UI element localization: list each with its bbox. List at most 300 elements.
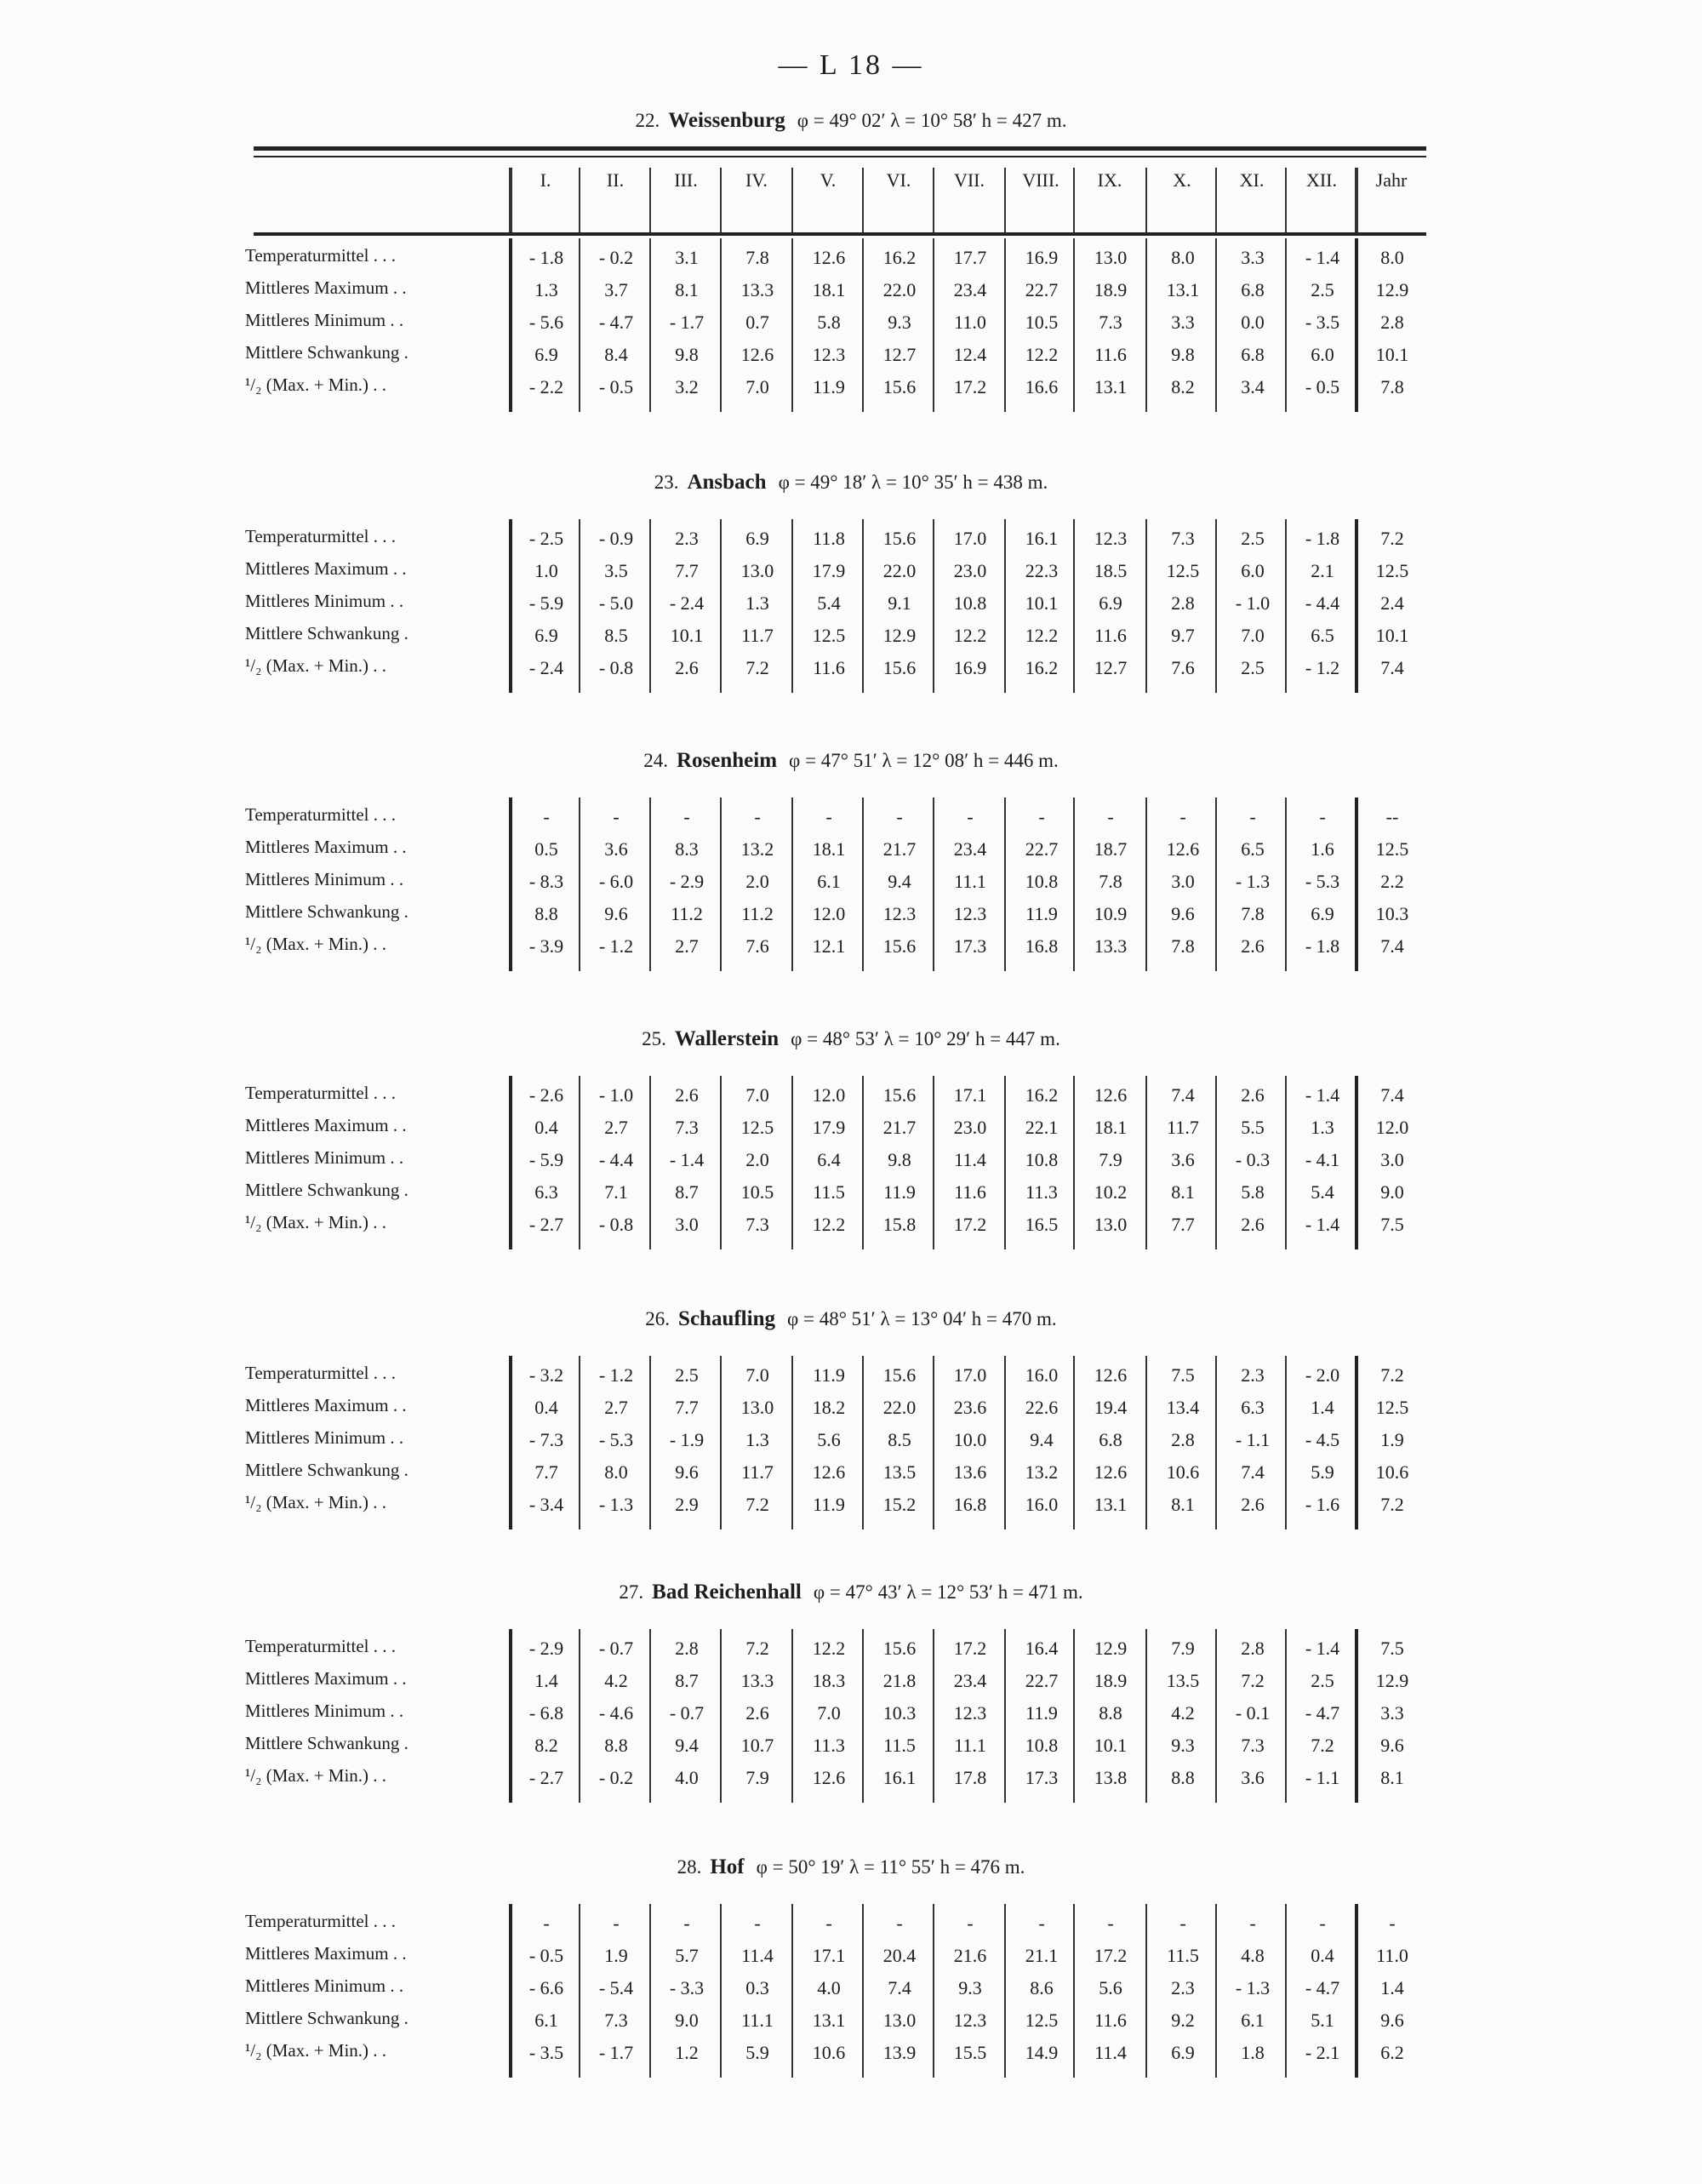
table-cell: 17.3 <box>953 935 987 957</box>
column-header: Jahr <box>1375 169 1408 191</box>
column-divider <box>862 1904 864 2078</box>
table-row <box>0 2040 1702 2072</box>
page-header: — L 18 — <box>778 49 924 81</box>
column-divider <box>1215 168 1217 236</box>
table-cell: 22.7 <box>1025 279 1059 300</box>
table-cell: - 1.0 <box>1235 592 1271 614</box>
table-cell: 10.9 <box>1094 903 1128 924</box>
table-row <box>0 245 1702 277</box>
table-cell: 11.2 <box>741 903 774 924</box>
table-cell: 17.9 <box>812 560 846 581</box>
table-cell: 2.8 <box>1380 312 1404 333</box>
table-cell: 11.8 <box>813 528 845 549</box>
column-divider <box>509 168 512 236</box>
table-cell: 11.9 <box>1025 1702 1058 1724</box>
table-cell: - 4.4 <box>1305 592 1340 614</box>
table-cell: 22.7 <box>1025 838 1059 860</box>
table-cell: 2.9 <box>675 1494 699 1515</box>
table-cell: 7.4 <box>1380 657 1404 678</box>
table-cell: 10.8 <box>953 592 987 614</box>
table-cell: 13.1 <box>1094 376 1128 397</box>
column-divider <box>1073 798 1075 971</box>
table-row <box>0 1911 1702 1942</box>
column-divider <box>720 1629 722 1803</box>
table-row <box>0 374 1702 406</box>
column-divider <box>791 1076 793 1249</box>
station-coordinates: φ = 47° 51′ λ = 12° 08′ h = 446 m. <box>789 750 1059 771</box>
table-cell: 12.5 <box>1375 560 1409 581</box>
table-cell: 7.4 <box>1380 1084 1404 1106</box>
table-cell: 17.0 <box>953 1364 987 1386</box>
table-cell: - 0.5 <box>1305 376 1340 397</box>
table-cell: 17.7 <box>953 247 987 268</box>
table-cell: 2.5 <box>1241 528 1265 549</box>
table-cell: 21.8 <box>882 1670 917 1691</box>
table-cell: 9.8 <box>1171 344 1195 365</box>
table-cell: 9.6 <box>604 903 628 924</box>
table-cell: 11.1 <box>741 2010 774 2031</box>
column-divider <box>720 1904 722 2078</box>
table-cell: 12.2 <box>812 1214 846 1235</box>
table-cell: 23.0 <box>953 560 987 581</box>
table-row <box>0 1765 1702 1797</box>
table-cell: 7.7 <box>675 1397 699 1418</box>
table-cell: - 6.8 <box>528 1702 564 1724</box>
table-cell: 15.6 <box>882 935 917 957</box>
table-cell: 8.5 <box>888 1429 911 1450</box>
table-cell: 11.6 <box>954 1181 986 1203</box>
table-cell: - <box>1319 1912 1326 1934</box>
table-cell: 18.1 <box>1094 1117 1128 1138</box>
column-divider <box>1073 1356 1075 1529</box>
table-cell: 1.3 <box>1311 1117 1334 1138</box>
column-divider <box>1004 168 1006 236</box>
table-cell: 12.3 <box>812 344 846 365</box>
table-cell: 8.5 <box>604 625 628 646</box>
table-cell: 1.4 <box>1380 1977 1404 1998</box>
table-cell: 6.4 <box>817 1149 841 1170</box>
column-divider <box>649 519 651 693</box>
table-cell: 2.3 <box>675 528 699 549</box>
table-cell: 7.7 <box>534 1461 558 1483</box>
table-cell: 10.5 <box>740 1181 774 1203</box>
table-cell: 6.3 <box>534 1181 558 1203</box>
table-row <box>0 1492 1702 1524</box>
table-row <box>0 1363 1702 1394</box>
column-divider <box>862 238 864 412</box>
table-cell: 12.9 <box>1094 1638 1128 1659</box>
table-cell: 2.2 <box>1380 871 1404 892</box>
table-cell: 2.8 <box>1171 1429 1195 1450</box>
table-cell: 17.2 <box>1094 1945 1128 1966</box>
column-divider <box>1285 519 1287 693</box>
table-cell: - <box>683 806 690 827</box>
column-divider <box>579 168 580 236</box>
table-cell: 8.1 <box>1171 1181 1195 1203</box>
table-cell: 7.2 <box>745 1494 769 1515</box>
table-cell: 18.9 <box>1094 1670 1128 1691</box>
table-row <box>0 1668 1702 1700</box>
table-cell: 0.4 <box>1311 1945 1334 1966</box>
table-cell: 16.8 <box>953 1494 987 1515</box>
table-cell: 7.2 <box>1311 1735 1334 1756</box>
table-cell: 7.0 <box>1241 625 1265 646</box>
table-cell: - 3.9 <box>528 935 564 957</box>
column-divider <box>933 798 934 971</box>
row-label: ¹/₂ (Max. + Min.) . . <box>245 1492 387 1512</box>
table-cell: 7.8 <box>745 247 769 268</box>
table-cell: 12.7 <box>882 344 917 365</box>
table-row <box>0 1701 1702 1732</box>
column-header: X. <box>1173 169 1191 191</box>
column-divider <box>933 238 934 412</box>
column-divider <box>720 1356 722 1529</box>
table-cell: 8.0 <box>604 1461 628 1483</box>
column-header: XII. <box>1305 169 1338 191</box>
table-cell: 5.4 <box>1311 1181 1334 1203</box>
table-cell: 8.4 <box>604 344 628 365</box>
column-divider <box>862 519 864 693</box>
table-cell: 7.7 <box>675 560 699 581</box>
table-cell: 7.5 <box>1380 1214 1404 1235</box>
column-divider <box>1355 168 1358 236</box>
table-cell: 15.6 <box>882 1084 917 1106</box>
table-cell: 13.1 <box>1166 279 1200 300</box>
table-row <box>0 1212 1702 1244</box>
table-row <box>0 1460 1702 1491</box>
table-cell: 1.3 <box>745 1429 769 1450</box>
table-cell: 2.6 <box>1241 1494 1265 1515</box>
table-cell: 15.6 <box>882 657 917 678</box>
table-cell: - 1.8 <box>1305 935 1340 957</box>
row-label: Mittlere Schwankung . <box>245 623 408 643</box>
table-cell: - 3.2 <box>528 1364 564 1386</box>
table-cell: - 3.4 <box>528 1494 564 1515</box>
table-row <box>0 1943 1702 1975</box>
table-cell: 13.3 <box>740 1670 774 1691</box>
station-name: Wallerstein <box>674 1027 780 1050</box>
column-header: XI. <box>1239 169 1265 191</box>
table-cell: 8.0 <box>1171 247 1195 268</box>
table-cell: 17.1 <box>812 1945 846 1966</box>
table-cell: 3.2 <box>675 376 699 397</box>
station-number: 26. <box>645 1308 671 1329</box>
table-cell: - <box>543 1912 550 1934</box>
column-divider <box>1285 798 1287 971</box>
table-cell: 6.1 <box>534 2010 558 2031</box>
table-cell: - 3.3 <box>669 1977 705 1998</box>
table-cell: 2.5 <box>1241 657 1265 678</box>
column-header-row <box>254 146 1426 236</box>
table-cell: - 1.4 <box>1305 247 1340 268</box>
column-divider <box>791 168 793 236</box>
table-cell: 15.6 <box>882 528 917 549</box>
column-divider <box>791 1629 793 1803</box>
table-cell: 12.6 <box>1094 1364 1128 1386</box>
column-divider <box>862 1629 864 1803</box>
station-number: 24. <box>643 750 668 771</box>
table-cell: 22.7 <box>1025 1670 1059 1691</box>
table-cell: 21.7 <box>882 1117 917 1138</box>
table-cell: 2.6 <box>675 657 699 678</box>
row-label: Temperaturmittel . . . <box>245 804 396 825</box>
table-cell: 9.1 <box>888 592 911 614</box>
column-divider <box>933 519 934 693</box>
column-divider <box>1285 1904 1287 2078</box>
column-divider <box>1004 1356 1006 1529</box>
table-cell: 7.9 <box>1099 1149 1122 1170</box>
table-cell: - <box>1319 806 1326 827</box>
table-cell: 13.9 <box>882 2042 917 2063</box>
station-name: Schaufling <box>678 1307 775 1330</box>
table-cell: 10.0 <box>953 1429 987 1450</box>
row-label: Temperaturmittel . . . <box>245 245 396 266</box>
table-cell: 7.2 <box>745 657 769 678</box>
table-cell: 11.2 <box>671 903 703 924</box>
table-row <box>0 1733 1702 1764</box>
table-cell: 11.9 <box>813 1364 845 1386</box>
table-cell: 10.5 <box>1025 312 1059 333</box>
column-divider <box>1355 1356 1358 1529</box>
table-cell: 3.0 <box>1380 1149 1404 1170</box>
column-header: III. <box>674 169 698 191</box>
table-cell: 4.0 <box>817 1977 841 1998</box>
table-cell: 2.6 <box>1241 1214 1265 1235</box>
table-cell: - 5.9 <box>528 592 564 614</box>
row-label: ¹/₂ (Max. + Min.) . . <box>245 655 387 676</box>
table-cell: 6.9 <box>1311 903 1334 924</box>
table-cell: - 0.3 <box>1235 1149 1271 1170</box>
table-cell: 9.0 <box>675 2010 699 2031</box>
table-cell: 23.0 <box>953 1117 987 1138</box>
column-divider <box>720 519 722 693</box>
column-divider <box>1145 1904 1147 2078</box>
table-cell: - 1.1 <box>1235 1429 1271 1450</box>
table-cell: - 1.1 <box>1305 1767 1340 1788</box>
table-cell: 17.1 <box>953 1084 987 1106</box>
table-cell: - 1.2 <box>598 1364 634 1386</box>
column-divider <box>1004 798 1006 971</box>
column-divider <box>509 1904 512 2078</box>
table-cell: 6.0 <box>1311 344 1334 365</box>
table-cell: 7.3 <box>604 2010 628 2031</box>
column-divider <box>720 238 722 412</box>
table-cell: 8.8 <box>534 903 558 924</box>
table-cell: 3.3 <box>1380 1702 1404 1724</box>
table-cell: 5.1 <box>1311 2010 1334 2031</box>
column-divider <box>1145 798 1147 971</box>
table-cell: 11.0 <box>954 312 986 333</box>
row-label: Temperaturmittel . . . <box>245 1363 396 1383</box>
row-label: Mittleres Minimum . . <box>245 1147 404 1168</box>
row-label: Temperaturmittel . . . <box>245 1083 396 1103</box>
table-cell: - 2.0 <box>1305 1364 1340 1386</box>
table-cell: 18.1 <box>812 279 846 300</box>
table-cell: - 2.6 <box>528 1084 564 1106</box>
station-name: Hof <box>710 1855 745 1878</box>
table-cell: 16.1 <box>1025 528 1059 549</box>
table-cell: - 1.8 <box>1305 528 1340 549</box>
table-cell: 11.6 <box>813 657 845 678</box>
table-cell: 16.0 <box>1025 1494 1059 1515</box>
table-cell: - 1.4 <box>1305 1084 1340 1106</box>
table-row <box>0 591 1702 622</box>
table-cell: 6.0 <box>1241 560 1265 581</box>
column-divider <box>649 1076 651 1249</box>
table-cell: 12.3 <box>953 2010 987 2031</box>
table-cell: 11.3 <box>813 1735 845 1756</box>
column-divider <box>862 1076 864 1249</box>
table-cell: 12.3 <box>1094 528 1128 549</box>
table-row <box>0 804 1702 836</box>
table-cell: - <box>1038 806 1045 827</box>
table-cell: 7.3 <box>1241 1735 1265 1756</box>
table-cell: 7.2 <box>745 1638 769 1659</box>
table-cell: 2.0 <box>745 1149 769 1170</box>
table-cell: 1.9 <box>1380 1429 1404 1450</box>
table-cell: 17.2 <box>953 1638 987 1659</box>
table-cell: 7.8 <box>1099 871 1122 892</box>
table-cell: 2.0 <box>745 871 769 892</box>
table-cell: 11.9 <box>813 1494 845 1515</box>
column-divider <box>1145 238 1147 412</box>
table-cell: 12.2 <box>1025 344 1059 365</box>
table-cell: 22.0 <box>882 1397 917 1418</box>
table-cell: 7.4 <box>888 1977 911 1998</box>
column-divider <box>1285 1076 1287 1249</box>
station-title <box>0 1581 1702 1604</box>
station-title <box>0 749 1702 773</box>
table-cell: 3.6 <box>1241 1767 1265 1788</box>
table-cell: 6.3 <box>1241 1397 1265 1418</box>
table-cell: 13.0 <box>882 2010 917 2031</box>
table-cell: 7.2 <box>1380 528 1404 549</box>
table-cell: - 5.9 <box>528 1149 564 1170</box>
table-cell: 7.8 <box>1380 376 1404 397</box>
column-divider <box>720 798 722 971</box>
table-cell: 10.7 <box>740 1735 774 1756</box>
table-cell: 7.8 <box>1171 935 1195 957</box>
table-cell: 9.6 <box>675 1461 699 1483</box>
table-cell: 12.7 <box>1094 657 1128 678</box>
table-cell: 13.2 <box>1025 1461 1059 1483</box>
column-divider <box>509 1356 512 1529</box>
table-cell: 6.8 <box>1241 279 1265 300</box>
table-cell: 8.1 <box>1171 1494 1195 1515</box>
table-cell: - <box>825 1912 832 1934</box>
table-cell: 7.3 <box>1171 528 1195 549</box>
table-row <box>0 837 1702 868</box>
table-cell: 12.6 <box>1094 1461 1128 1483</box>
table-cell: 13.0 <box>740 1397 774 1418</box>
table-cell: -- <box>1385 806 1399 827</box>
table-cell: 18.5 <box>1094 560 1128 581</box>
table-cell: 9.6 <box>1380 1735 1404 1756</box>
table-cell: 7.4 <box>1380 935 1404 957</box>
row-label: ¹/₂ (Max. + Min.) . . <box>245 1765 387 1786</box>
table-cell: - <box>613 1912 620 1934</box>
table-cell: 12.4 <box>953 344 987 365</box>
table-cell: 10.1 <box>670 625 704 646</box>
table-cell: - 0.9 <box>598 528 634 549</box>
table-cell: - <box>1107 1912 1114 1934</box>
table-cell: 7.0 <box>817 1702 841 1724</box>
row-label: Mittleres Maximum . . <box>245 1668 407 1689</box>
column-divider <box>933 1904 934 2078</box>
table-cell: 20.4 <box>882 1945 917 1966</box>
table-cell: - 2.9 <box>528 1638 564 1659</box>
table-cell: - 5.3 <box>1305 871 1340 892</box>
table-row <box>0 310 1702 341</box>
row-label: ¹/₂ (Max. + Min.) . . <box>245 1212 387 1232</box>
table-cell: 12.3 <box>882 903 917 924</box>
table-cell: 13.1 <box>812 2010 846 2031</box>
table-cell: - <box>1107 806 1114 827</box>
table-cell: 14.9 <box>1025 2042 1059 2063</box>
row-label: ¹/₂ (Max. + Min.) . . <box>245 374 387 395</box>
table-cell: 2.7 <box>604 1397 628 1418</box>
table-cell: 10.6 <box>1375 1461 1409 1483</box>
table-cell: 5.9 <box>1311 1461 1334 1483</box>
station-coordinates: φ = 50° 19′ λ = 11° 55′ h = 476 m. <box>756 1856 1025 1878</box>
column-divider <box>579 1076 580 1249</box>
table-cell: - 1.3 <box>598 1494 634 1515</box>
table-cell: 12.9 <box>882 625 917 646</box>
table-cell: 15.6 <box>882 376 917 397</box>
station-number: 28. <box>677 1856 702 1878</box>
column-divider <box>791 1904 793 2078</box>
row-label: Mittlere Schwankung . <box>245 1180 408 1200</box>
table-cell: 5.6 <box>1099 1977 1122 1998</box>
table-cell: 7.6 <box>745 935 769 957</box>
table-row <box>0 1636 1702 1667</box>
column-header: IX. <box>1097 169 1122 191</box>
table-cell: - <box>1179 1912 1186 1934</box>
table-cell: 8.1 <box>1380 1767 1404 1788</box>
column-divider <box>509 1629 512 1803</box>
table-cell: 9.0 <box>1380 1181 1404 1203</box>
table-cell: 11.4 <box>741 1945 774 1966</box>
table-cell: 12.1 <box>812 935 846 957</box>
table-row <box>0 2008 1702 2039</box>
column-divider <box>1355 1076 1358 1249</box>
table-cell: 11.1 <box>954 1735 986 1756</box>
table-cell: - 1.2 <box>1305 657 1340 678</box>
table-cell: 12.6 <box>740 344 774 365</box>
row-label: Mittleres Minimum . . <box>245 310 404 330</box>
table-cell: 4.2 <box>1171 1702 1195 1724</box>
column-divider <box>579 798 580 971</box>
table-cell: 6.1 <box>1241 2010 1265 2031</box>
column-divider <box>579 519 580 693</box>
row-label: Mittleres Minimum . . <box>245 1427 404 1448</box>
table-cell: 13.8 <box>1094 1767 1128 1788</box>
station-coordinates: φ = 49° 18′ λ = 10° 35′ h = 438 m. <box>778 472 1048 493</box>
column-divider <box>791 798 793 971</box>
table-cell: 16.2 <box>1025 1084 1059 1106</box>
column-divider <box>579 1904 580 2078</box>
table-cell: - 3.5 <box>528 2042 564 2063</box>
table-cell: 23.6 <box>953 1397 987 1418</box>
station-title <box>0 1855 1702 1879</box>
column-divider <box>791 519 793 693</box>
table-cell: 11.9 <box>1025 903 1058 924</box>
column-divider <box>579 1356 580 1529</box>
table-cell: - 1.6 <box>1305 1494 1340 1515</box>
column-divider <box>1004 1076 1006 1249</box>
table-cell: 10.1 <box>1375 625 1409 646</box>
table-cell: - 1.2 <box>598 935 634 957</box>
